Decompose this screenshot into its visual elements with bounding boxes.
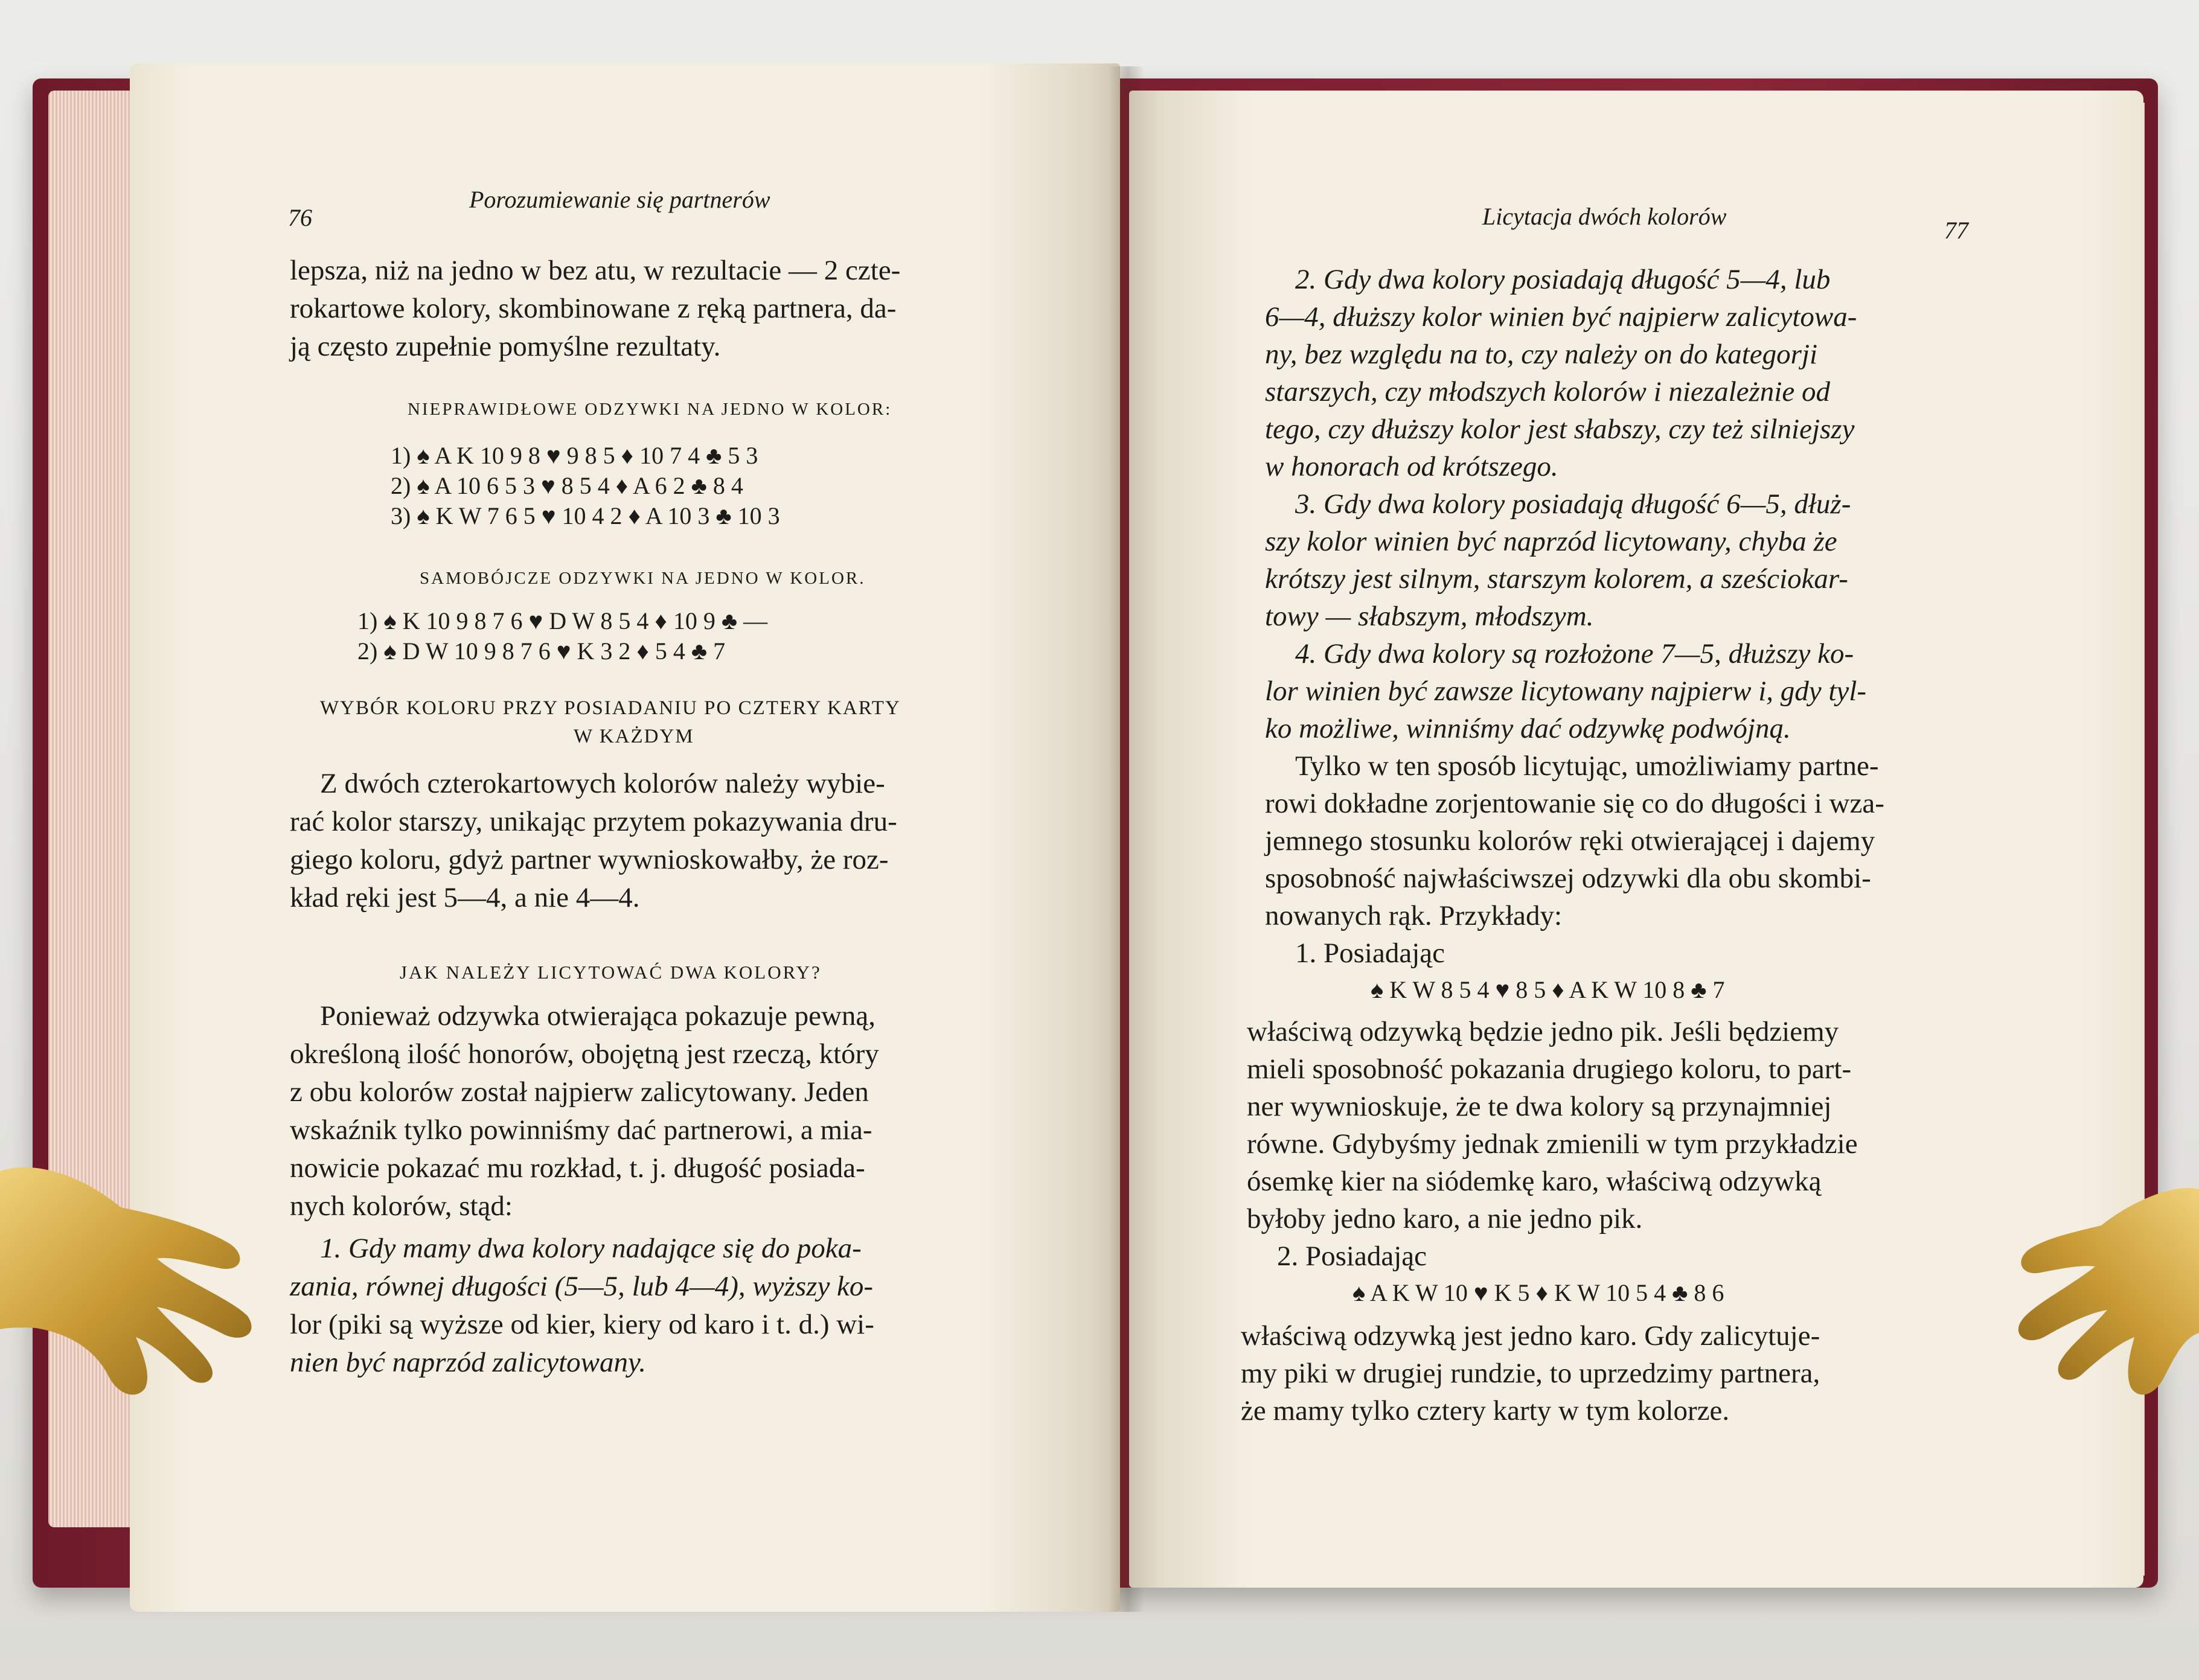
- text-line: krótszy jest silnym, starszym kolorem, a sześciokar-: [1265, 563, 1848, 595]
- text-line: szy kolor winien być naprzód licytowany, chyba że: [1265, 526, 1837, 557]
- text-line: Ponieważ odzywka otwierająca pokazuje pewną,: [320, 1000, 876, 1032]
- text-line: 4. Gdy dwa kolory są rozłożone 7—5, dłuższy ko-: [1295, 638, 1854, 669]
- text-line: tego, czy dłuższy kolor jest słabszy, czy też silniejszy: [1265, 414, 1855, 445]
- text-line: nowicie pokazać mu rozkład, t. j. długość posiada-: [290, 1152, 865, 1184]
- text-line: rokartowe kolory, skombinowane z ręką partnera, da-: [290, 293, 897, 324]
- hand-line: 1) ♠ K 10 9 8 7 6 ♥ D W 8 5 4 ♦ 10 9 ♣ —: [357, 607, 768, 634]
- text-line: rać kolor starszy, unikając przytem pokazywania dru-: [290, 806, 897, 837]
- text-line: 2. Gdy dwa kolory posiadają długość 5—4, lub: [1295, 264, 1831, 295]
- text-line: nych kolorów, stąd:: [290, 1190, 513, 1222]
- text-line: równe. Gdybyśmy jednak zmienili w tym przykładzie: [1247, 1128, 1858, 1160]
- section-heading: WYBÓR KOLORU PRZY POSIADANIU PO CZTERY KARTY: [320, 697, 901, 719]
- section-heading: SAMOBÓJCZE ODZYWKI NA JEDNO W KOLOR.: [420, 569, 866, 588]
- text-line: my piki w drugiej rundzie, to uprzedzimy partnera,: [1241, 1358, 1820, 1389]
- hand-line: 2) ♠ D W 10 9 8 7 6 ♥ K 3 2 ♦ 5 4 ♣ 7: [357, 637, 726, 665]
- hand-line: ♠ A K W 10 ♥ K 5 ♦ K W 10 5 4 ♣ 8 6: [1352, 1279, 1724, 1306]
- text-line: nien być naprzód zalicytowany.: [290, 1347, 647, 1378]
- text-line: ny, bez względu na to, czy należy on do kategorji: [1265, 339, 1818, 370]
- text-line: z obu kolorów został najpierw zalicytowany. Jeden: [290, 1076, 869, 1108]
- text-line: nowanych rąk. Przykłady:: [1265, 900, 1563, 931]
- text-line: ją często zupełnie pomyślne rezultaty.: [290, 331, 721, 362]
- text-line: ko możliwe, winniśmy dać odzywkę podwójną.: [1265, 713, 1791, 744]
- text-line: starszych, czy młodszych kolorów i niezależnie od: [1265, 376, 1830, 407]
- hand-line: 1) ♠ A K 10 9 8 ♥ 9 8 5 ♦ 10 7 4 ♣ 5 3: [391, 442, 758, 469]
- brass-hand-right: [2011, 1165, 2199, 1479]
- example-label: 1. Posiadając: [1295, 937, 1445, 969]
- text-line: lepsza, niż na jedno w bez atu, w rezultacie — 2 czte-: [290, 255, 901, 286]
- text-line: kład ręki jest 5—4, a nie 4—4.: [290, 882, 640, 913]
- text-line: byłoby jedno karo, a nie jedno pik.: [1247, 1203, 1643, 1234]
- text-line: rowi dokładne zorjentowanie się co do długości i wza-: [1265, 788, 1884, 819]
- running-head: Licytacja dwóch kolorów: [1482, 203, 1727, 230]
- text-line: jemnego stosunku kolorów ręki otwierającej i dajemy: [1265, 825, 1875, 857]
- hand-line: 2) ♠ A 10 6 5 3 ♥ 8 5 4 ♦ A 6 2 ♣ 8 4: [391, 472, 743, 499]
- text-line: zania, równej długości (5—5, lub 4—4), wyższy ko-: [290, 1271, 874, 1302]
- section-heading: NIEPRAWIDŁOWE ODZYWKI NA JEDNO W KOLOR:: [408, 400, 892, 419]
- running-head: Porozumiewanie się partnerów: [469, 186, 770, 213]
- text-line: ósemkę kier na siódemkę karo, właściwą odzywką: [1247, 1166, 1822, 1197]
- text-line: w honorach od krótszego.: [1265, 451, 1558, 482]
- text-line: sposobność najwłaściwszej odzywki dla obu skombi-: [1265, 863, 1871, 894]
- hand-line: ♠ K W 8 5 4 ♥ 8 5 ♦ A K W 10 8 ♣ 7: [1371, 976, 1725, 1003]
- text-line: Tylko w ten sposób licytując, umożliwiamy partne-: [1295, 750, 1879, 782]
- text-line: 1. Gdy mamy dwa kolory nadające się do poka-: [320, 1233, 862, 1264]
- text-line: że mamy tylko cztery karty w tym kolorze.: [1241, 1395, 1730, 1426]
- text-line: 3. Gdy dwa kolory posiadają długość 6—5, dłuż-: [1295, 488, 1851, 520]
- text-line: Z dwóch czterokartowych kolorów należy wybie-: [320, 768, 885, 799]
- left-page: [130, 63, 1120, 1612]
- text-line: giego koloru, gdyż partner wywnioskowałby, że roz-: [290, 844, 889, 875]
- text-line: lor winien być zawsze licytowany najpierw i, gdy tyl-: [1265, 676, 1866, 707]
- page-number: 77: [1944, 217, 1968, 244]
- text-line: 6—4, dłuższy kolor winien być najpierw zalicytowa-: [1265, 301, 1857, 333]
- text-line: towy — słabszym, młodszym.: [1265, 601, 1594, 632]
- section-heading: JAK NALEŻY LICYTOWAĆ DWA KOLORY?: [400, 962, 822, 983]
- right-page: [1129, 91, 2143, 1588]
- page-number: 76: [288, 204, 312, 231]
- section-heading: W KAŻDYM: [574, 726, 694, 747]
- hand-line: 3) ♠ K W 7 6 5 ♥ 10 4 2 ♦ A 10 3 ♣ 10 3: [391, 502, 780, 529]
- text-line: wskaźnik tylko powinniśmy dać partnerowi, a mia-: [290, 1114, 872, 1146]
- text-line: właściwą odzywką będzie jedno pik. Jeśli będziemy: [1247, 1016, 1839, 1047]
- text-line: określoną ilość honorów, obojętną jest rzeczą, który: [290, 1038, 879, 1070]
- text-line: lor (piki są wyższe od kier, kiery od karo i t. d.) wi-: [290, 1309, 874, 1340]
- example-label: 2. Posiadając: [1277, 1241, 1427, 1272]
- text-line: mieli sposobność pokazania drugiego koloru, to part-: [1247, 1053, 1852, 1085]
- text-line: ner wywnioskuje, że te dwa kolory są przynajmniej: [1247, 1091, 1832, 1122]
- text-line: właściwą odzywką jest jedno karo. Gdy zalicytuje-: [1241, 1320, 1820, 1352]
- brass-hand-left: [0, 1135, 260, 1449]
